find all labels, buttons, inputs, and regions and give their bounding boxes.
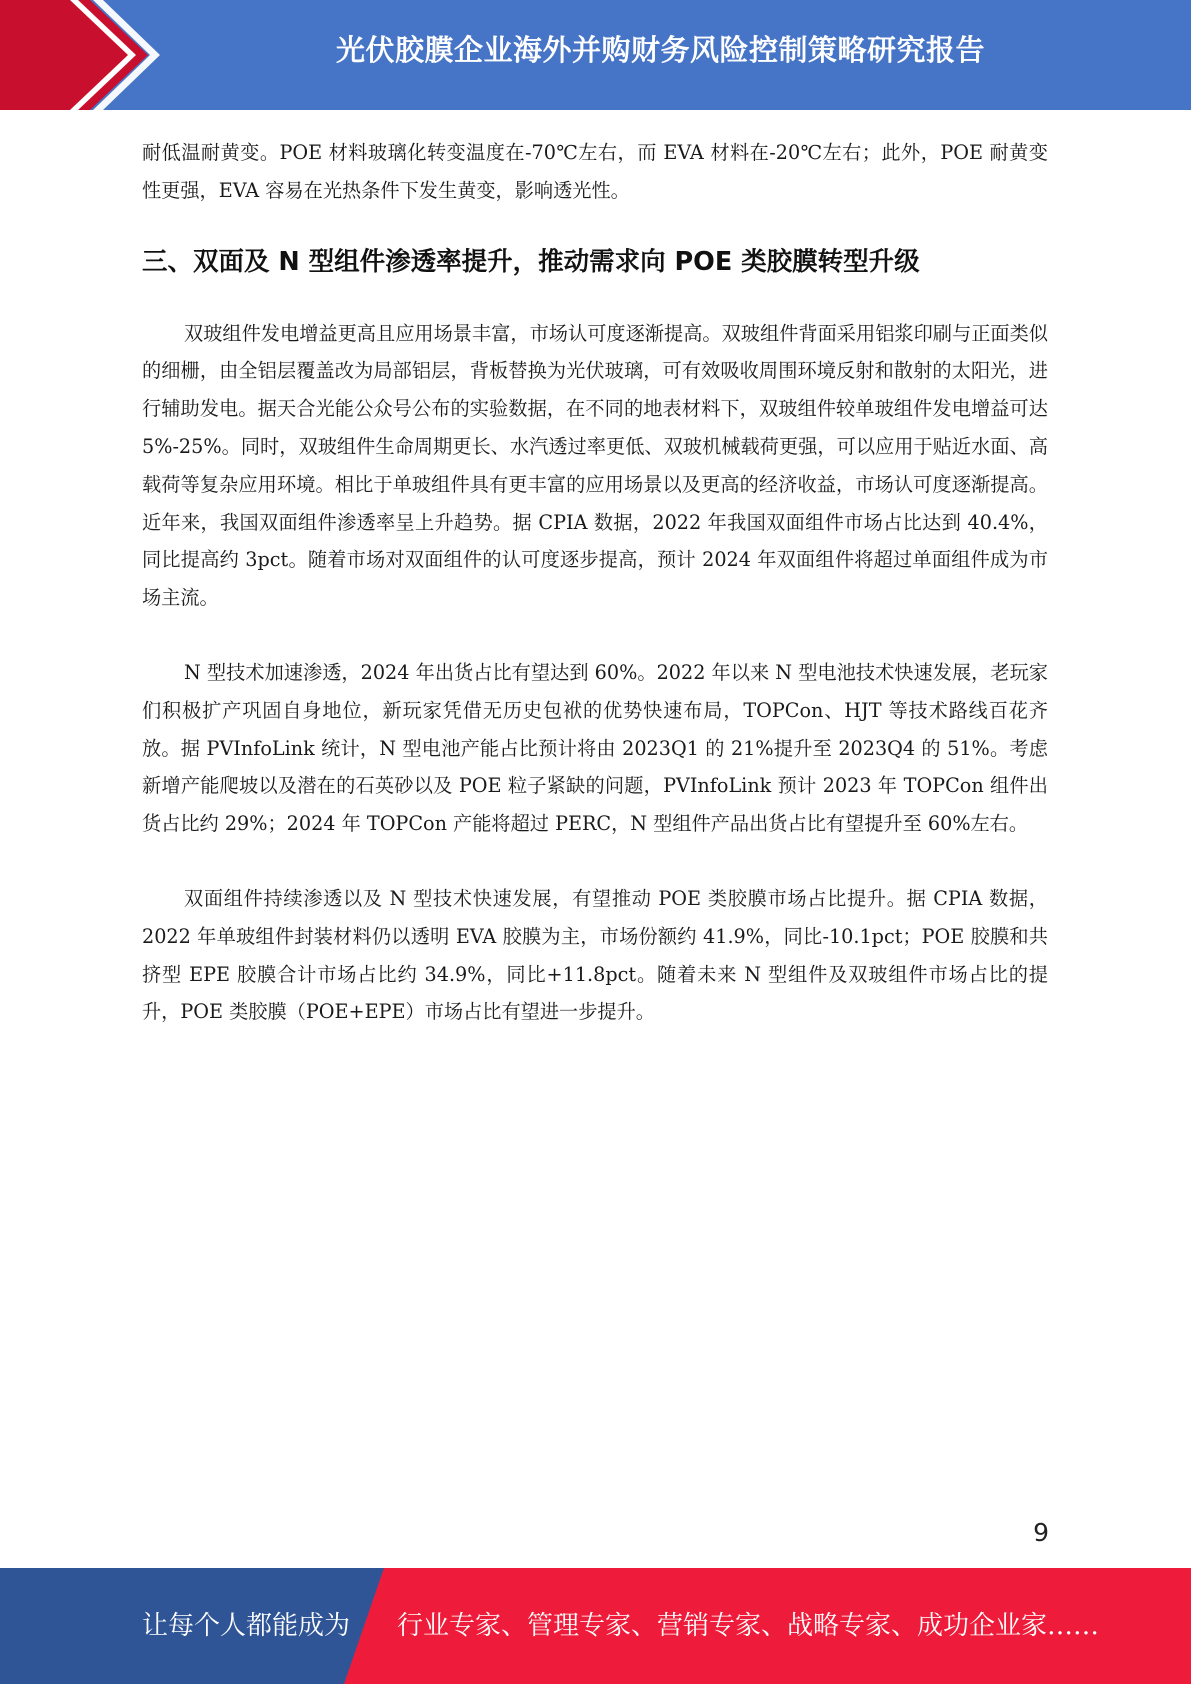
paragraph-bifacial: 双玻组件发电增益更高且应用场景丰富，市场认可度逐渐提高。双玻组件背面采用铝浆印刷与正面类似的细栅，由全铝层覆盖改为局部铝层，背板替换为光伏玻璃，可有效吸收周围环境反射和散射的太阳光，进行辅助发电。据天合光能公众号公布的实验数据，在不同的地表材料下，双玻组件较单玻组件发电增益可达 5%-25%。同时，双玻组件生命周期更长、水汽透过率更低、双玻机械载荷更强，可以应用于贴近水面、高载荷等复杂应用环境。相比于单玻组件具有更丰富的应用场景以及更高的经济收益，市场认可度逐渐提高。近年来，我国双面组件渗透率呈上升趋势。据 CPIA 数据，2022 年我国双面组件市场占比达到 40.4%，同比提高约 3pct。随着市场对双面组件的认可度逐步提高，预计 2024 年双面组件将超过单面组件成为市场主流。 xyxy=(142,321,1048,610)
page-header xyxy=(0,0,1191,110)
footer-slogan-left: 让每个人都能成为 xyxy=(142,1611,351,1641)
paragraph-n-type: N 型技术加速渗透，2024 年出货占比有望达到 60%。2022 年以来 N 型电池技术快速发展，老玩家们积极扩产巩固自身地位，新玩家凭借无历史包袱的优势快速布局，TOPCon、HJT 等技术路线百花齐放。据 PVInfoLink 统计，N 型电池产能占比预计将由 2023Q1 的 21%提升至 2023Q4 的 51%。考虑新增产能爬坡以及潜在的石英砂以及 POE 粒子紧缺的问题，PVInfoLink 预计 2023 年 TOPCon 组件出货占比约 29%；2024 年 TOPCon 产能将超过 PERC，N 型组件产品出货占比有望提升至 60%左右。 xyxy=(142,660,1048,836)
intro-paragraph: 耐低温耐黄变。POE 材料玻璃化转变温度在-70℃左右，而 EVA 材料在-20℃左右；此外，POE 耐黄变性更强，EVA 容易在光热条件下发生黄变，影响透光性。 xyxy=(142,141,1048,202)
report-title: 光伏胶膜企业海外并购财务风险控制策略研究报告 xyxy=(335,33,985,67)
paragraph-gap xyxy=(142,843,1048,880)
footer-slogan-right: 行业专家、管理专家、营销专家、战略专家、成功企业家…… xyxy=(397,1611,1100,1641)
page-number: 9 xyxy=(1033,1518,1049,1547)
page-content xyxy=(142,134,1048,1031)
header-chevron-icon xyxy=(0,0,160,110)
paragraph-poe-share: 双面组件持续渗透以及 N 型技术快速发展，有望推动 POE 类胶膜市场占比提升。据 CPIA 数据，2022 年单玻组件封装材料仍以透明 EVA 胶膜为主，市场份额约 41.9%，同比-10.1pct；POE 胶膜和共挤型 EPE 胶膜合计市场占比约 34.9%，同比+11.8pct。随着未来 N 型组件及双玻组件市场占比的提升，POE 类胶膜（POE+EPE）市场占比有望进一步提升。 xyxy=(142,886,1048,1024)
chevron-red-shape xyxy=(0,0,148,110)
paragraph-gap xyxy=(142,617,1048,654)
section-title: 三、双面及 N 型组件渗透率提升，推动需求向 POE 类胶膜转型升级 xyxy=(142,246,920,277)
page-footer xyxy=(0,1568,1191,1684)
